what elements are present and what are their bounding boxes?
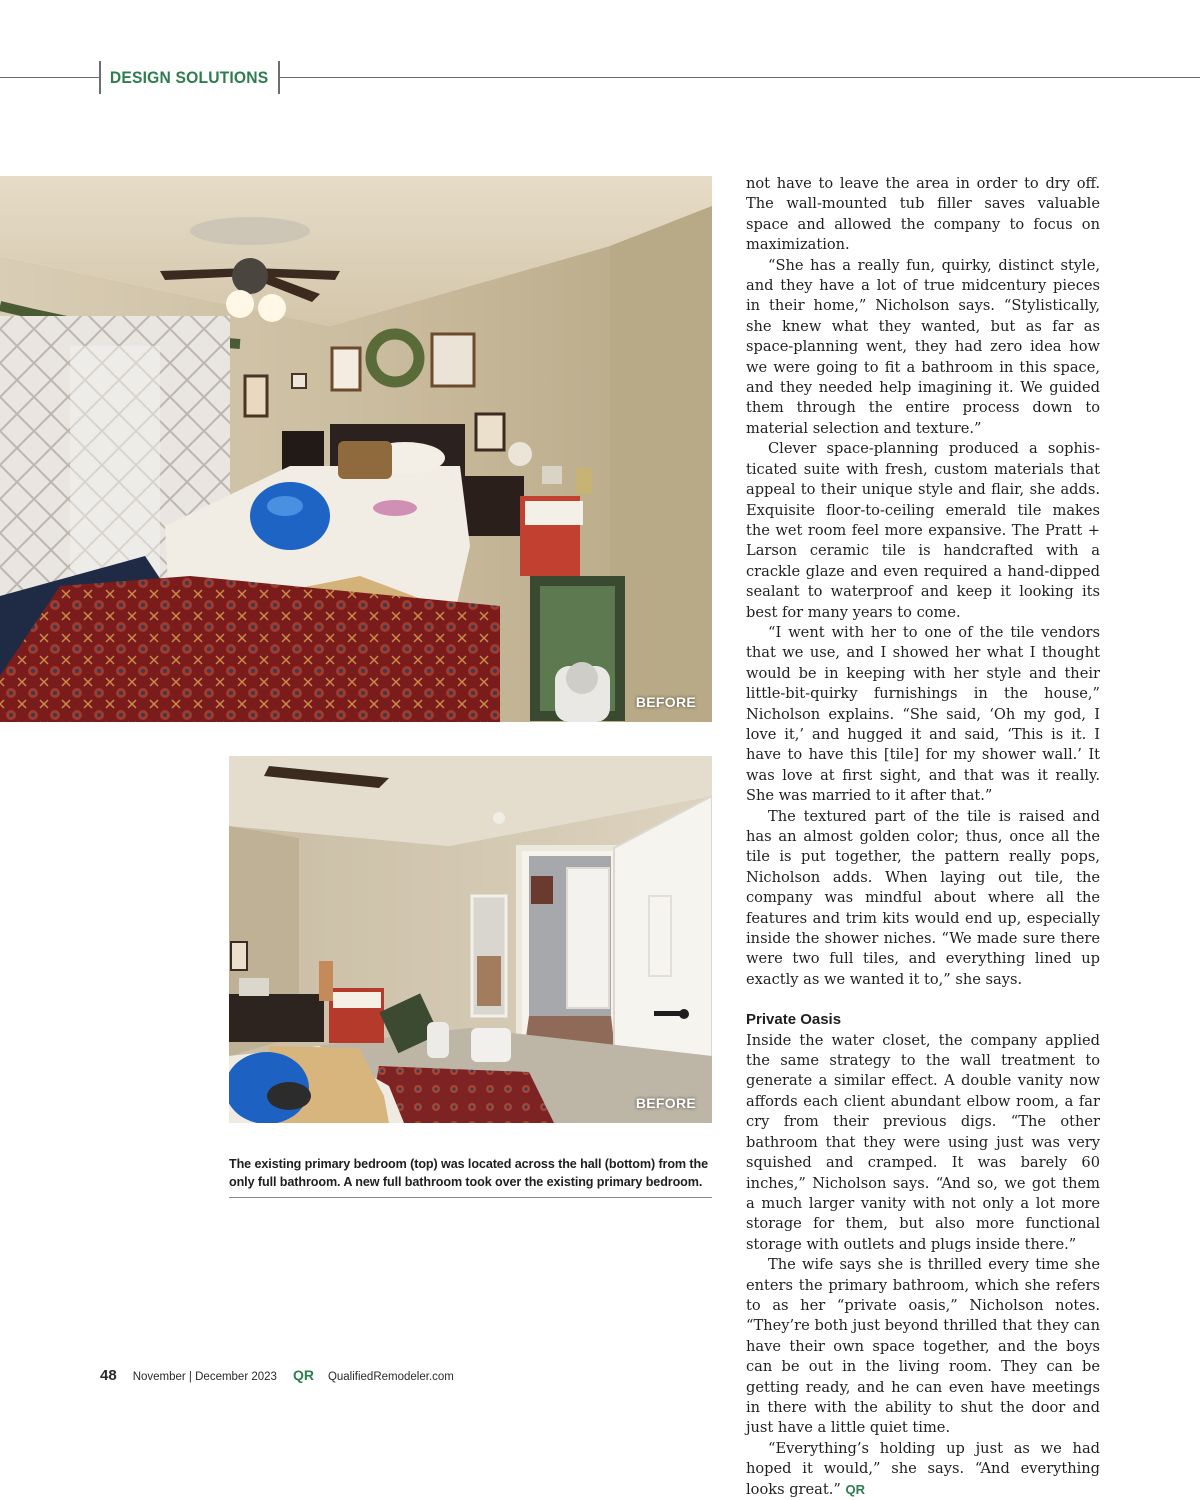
before-tag-bottom: BEFORE bbox=[635, 1095, 696, 1111]
subhead-private-oasis: Private Oasis bbox=[746, 1011, 842, 1029]
before-photo-hallway bbox=[229, 756, 712, 1123]
article-body bbox=[746, 174, 1100, 1500]
section-label: DESIGN SOLUTIONS bbox=[110, 67, 269, 87]
caption-rule bbox=[229, 1197, 712, 1198]
qr-logo: QR bbox=[292, 1367, 314, 1383]
paragraph: not have to leave the area in order to dry off. The wall-mounted tub filler saves valuable space and allowed the company to focus on maximization. bbox=[746, 175, 1100, 254]
end-mark-logo: QR bbox=[845, 1481, 865, 1497]
issue-date: November | December 2023 bbox=[132, 1371, 277, 1383]
bedroom-illustration bbox=[0, 176, 712, 722]
final-text: “Everything’s holding up just as we had hoped it would,” she says. “And everything looks great.” bbox=[746, 1439, 1100, 1498]
paragraph: The wife says she is thrilled every time she enters the primary bathroom, which she refers to as her “private oasis,” Nicholson notes. “They’re both just beyond thrilled that they can have their own space together, and the boys can be out in the living room. They can be getting ready, and he can even have meetings in there with the ability to shut the door and just have a little quiet time. bbox=[746, 1256, 1100, 1437]
paragraph: “I went with her to one of the tile vendors that we use, and I showed her what I thought would be in keeping with her style and their little-bit-quirky furnishings in the house,” Nicholson explains. “She said, ‘Oh my god, I love it,’ and hugged it and said, ‘This is it. I have to have this [tile] for my shower wall.’ It was love at first sight, and that was it really. She was married to it after that.” bbox=[746, 623, 1100, 805]
before-tag-top: BEFORE bbox=[635, 694, 696, 710]
photo-caption: The existing primary bedroom (top) was located across the hall (bottom) from the only full bathroom. A new full bathroom took over the existing primary bedroom. bbox=[229, 1157, 709, 1189]
page-number: 48 bbox=[100, 1367, 117, 1384]
paragraph: Inside the water closet, the company applied the same strategy to the wall treatment to generate a similar effect. A double vanity now affords each client abundant elbow room, a far cry from their previous digs. “The other bathroom that they were using just was very squished and cramped. It was barely 60 inches,” Nicholson says. “And so, we got them a much larger vanity with not only a lot more storage for them, but also more functional storage with outlets and plugs inside there.” bbox=[746, 1031, 1100, 1253]
paragraph: Clever space-planning produced a sophisticated suite with fresh, custom materials that appeal to their unique style and flair, she adds. Exquisite floor-to-ceiling emerald tile makes the wet room feel more expansive. The Pratt + Larson ceramic tile is handcrafted with a crackle glaze and even required a hand-dipped sealant to waterproof and keep it looking its best for many years to come. bbox=[746, 440, 1100, 621]
website: QualifiedRemodeler.com bbox=[327, 1371, 454, 1383]
paragraph: The textured part of the tile is raised and has an almost golden color; thus, once all the tile is put together, the pattern really pops, Nicholson adds. When laying out tile, the company was mindful about where all the features and trim kits would end up, especially inside the shower niches. “We made sure there were two full tiles, and everything lined up exactly as we wanted it to,” she says. bbox=[746, 807, 1100, 988]
paragraph: “She has a really fun, quirky, distinct style, and they have a lot of true midcentury pieces in their home,” Nicholson says. “Stylistically, she knew what they wanted, but as far as space-planning went, they had zero idea how we were going to fit a bathroom in this space, and they needed help imagining it. We guided them through the entire process down to material selection and texture.” bbox=[746, 256, 1100, 437]
section-header bbox=[99, 61, 280, 94]
paragraph-final bbox=[746, 1439, 1100, 1500]
before-photo-bedroom bbox=[0, 176, 712, 722]
page-footer bbox=[100, 1367, 454, 1384]
header-rule-right bbox=[278, 77, 1200, 78]
hallway-illustration bbox=[229, 756, 712, 1123]
header-rule-left bbox=[0, 77, 99, 78]
